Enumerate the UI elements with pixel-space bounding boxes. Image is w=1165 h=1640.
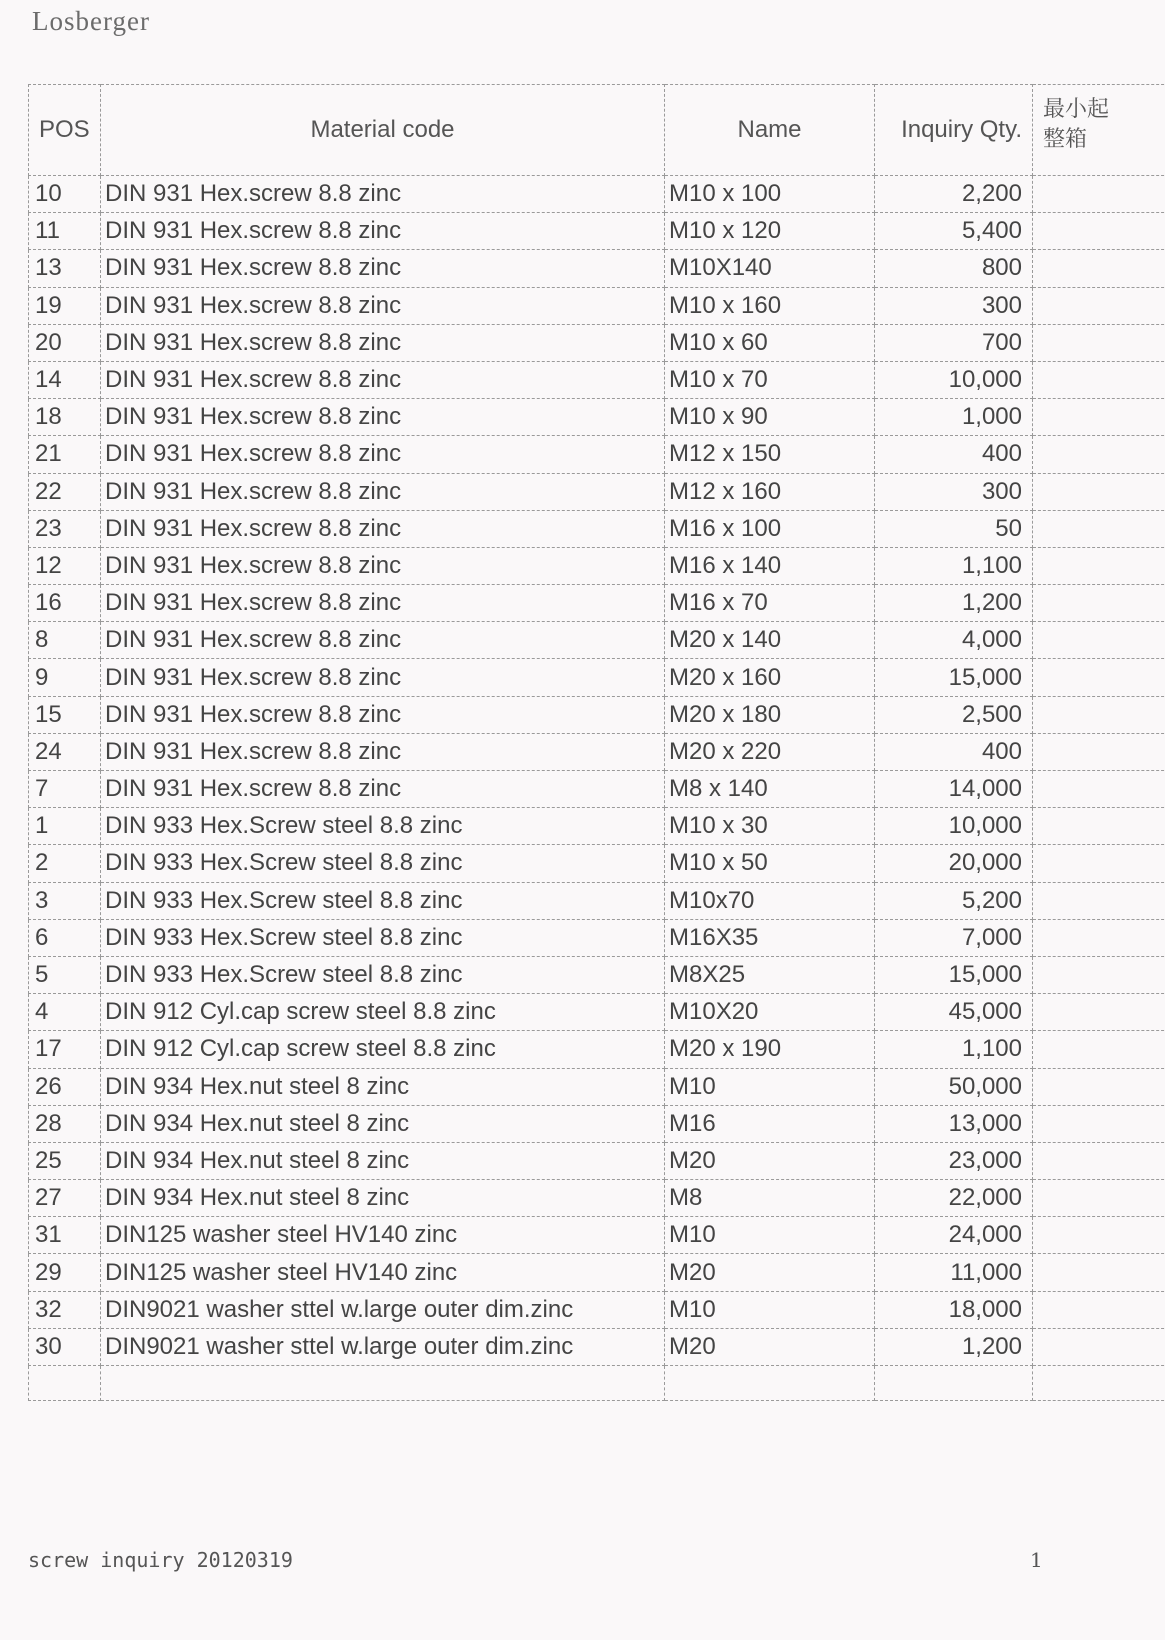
- table-row: [29, 1291, 1165, 1328]
- cell-name: M10 x 90: [665, 399, 875, 436]
- cell-material-code: DIN9021 washer sttel w.large outer dim.zinc: [101, 1291, 665, 1328]
- cell-empty: [101, 1366, 665, 1401]
- cell-inquiry-qty: 18,000: [875, 1291, 1033, 1328]
- cell-min-box: [1033, 659, 1165, 696]
- table-row: [29, 882, 1165, 919]
- cell-pos: 25: [29, 1142, 101, 1179]
- cell-material-code: DIN 933 Hex.Screw steel 8.8 zinc: [101, 808, 665, 845]
- cell-pos: 9: [29, 659, 101, 696]
- cell-min-box: [1033, 771, 1165, 808]
- table-row: [29, 1068, 1165, 1105]
- inquiry-table: [28, 84, 1165, 1401]
- cell-min-box: [1033, 1254, 1165, 1291]
- cell-min-box: [1033, 510, 1165, 547]
- cell-min-box: [1033, 919, 1165, 956]
- cell-inquiry-qty: 300: [875, 473, 1033, 510]
- cell-name: M16 x 140: [665, 547, 875, 584]
- cell-inquiry-qty: 15,000: [875, 956, 1033, 993]
- cell-material-code: DIN125 washer steel HV140 zinc: [101, 1254, 665, 1291]
- cell-pos: 8: [29, 622, 101, 659]
- cell-name: M10 x 60: [665, 324, 875, 361]
- cell-material-code: DIN 931 Hex.screw 8.8 zinc: [101, 213, 665, 250]
- company-name: Losberger: [32, 6, 150, 36]
- cell-material-code: DIN9021 washer sttel w.large outer dim.zinc: [101, 1328, 665, 1365]
- cell-name: M10: [665, 1068, 875, 1105]
- cell-name: M20: [665, 1328, 875, 1365]
- cell-inquiry-qty: 1,200: [875, 585, 1033, 622]
- table-row: [29, 361, 1165, 398]
- table-row-blank: [29, 1366, 1165, 1401]
- table-row: [29, 956, 1165, 993]
- cell-inquiry-qty: 1,000: [875, 399, 1033, 436]
- cell-pos: 32: [29, 1291, 101, 1328]
- cell-inquiry-qty: 15,000: [875, 659, 1033, 696]
- cell-pos: 14: [29, 361, 101, 398]
- cell-inquiry-qty: 4,000: [875, 622, 1033, 659]
- cell-name: M16X35: [665, 919, 875, 956]
- cell-min-box: [1033, 213, 1165, 250]
- cell-name: M16 x 70: [665, 585, 875, 622]
- cell-name: M8 x 140: [665, 771, 875, 808]
- cell-material-code: DIN 931 Hex.screw 8.8 zinc: [101, 399, 665, 436]
- cell-min-box: [1033, 176, 1165, 213]
- cell-material-code: DIN 931 Hex.screw 8.8 zinc: [101, 510, 665, 547]
- cell-inquiry-qty: 24,000: [875, 1217, 1033, 1254]
- cell-pos: 20: [29, 324, 101, 361]
- table-row: [29, 510, 1165, 547]
- cell-min-box: [1033, 473, 1165, 510]
- cell-name: M10 x 50: [665, 845, 875, 882]
- cell-inquiry-qty: 2,200: [875, 176, 1033, 213]
- cell-material-code: DIN 931 Hex.screw 8.8 zinc: [101, 733, 665, 770]
- cell-material-code: DIN 931 Hex.screw 8.8 zinc: [101, 287, 665, 324]
- cell-material-code: DIN 931 Hex.screw 8.8 zinc: [101, 659, 665, 696]
- table-row: [29, 771, 1165, 808]
- cell-pos: 28: [29, 1105, 101, 1142]
- cell-name: M12 x 150: [665, 436, 875, 473]
- cell-name: M20 x 140: [665, 622, 875, 659]
- cell-name: M16: [665, 1105, 875, 1142]
- cell-pos: 16: [29, 585, 101, 622]
- cell-pos: 5: [29, 956, 101, 993]
- cell-name: M10X20: [665, 994, 875, 1031]
- cell-min-box: [1033, 622, 1165, 659]
- cell-min-box: [1033, 361, 1165, 398]
- cell-inquiry-qty: 800: [875, 250, 1033, 287]
- cell-pos: 18: [29, 399, 101, 436]
- table-body: [29, 176, 1165, 1401]
- table-row: [29, 919, 1165, 956]
- cell-name: M20 x 160: [665, 659, 875, 696]
- cell-material-code: DIN 931 Hex.screw 8.8 zinc: [101, 622, 665, 659]
- cell-min-box: [1033, 585, 1165, 622]
- cell-inquiry-qty: 5,400: [875, 213, 1033, 250]
- cell-material-code: DIN 931 Hex.screw 8.8 zinc: [101, 250, 665, 287]
- cell-material-code: DIN 934 Hex.nut steel 8 zinc: [101, 1105, 665, 1142]
- cell-pos: 13: [29, 250, 101, 287]
- table-row: [29, 733, 1165, 770]
- cell-name: M10X140: [665, 250, 875, 287]
- cell-empty: [875, 1366, 1033, 1401]
- cell-material-code: DIN 931 Hex.screw 8.8 zinc: [101, 436, 665, 473]
- cell-material-code: DIN 933 Hex.Screw steel 8.8 zinc: [101, 919, 665, 956]
- cell-pos: 29: [29, 1254, 101, 1291]
- cell-material-code: DIN 933 Hex.Screw steel 8.8 zinc: [101, 956, 665, 993]
- cell-name: M20 x 180: [665, 696, 875, 733]
- cell-min-box: [1033, 436, 1165, 473]
- cell-inquiry-qty: 50,000: [875, 1068, 1033, 1105]
- header-material-code: Material code: [101, 85, 665, 176]
- cell-name: M10 x 120: [665, 213, 875, 250]
- table-row: [29, 176, 1165, 213]
- table-row: [29, 1217, 1165, 1254]
- cell-min-box: [1033, 1105, 1165, 1142]
- cell-pos: 24: [29, 733, 101, 770]
- cell-material-code: DIN 931 Hex.screw 8.8 zinc: [101, 585, 665, 622]
- cell-min-box: [1033, 733, 1165, 770]
- cell-pos: 22: [29, 473, 101, 510]
- cell-inquiry-qty: 300: [875, 287, 1033, 324]
- cell-min-box: [1033, 250, 1165, 287]
- cell-material-code: DIN 912 Cyl.cap screw steel 8.8 zinc: [101, 1031, 665, 1068]
- table-row: [29, 324, 1165, 361]
- cell-pos: 1: [29, 808, 101, 845]
- cell-name: M20: [665, 1142, 875, 1179]
- cell-pos: 23: [29, 510, 101, 547]
- cell-inquiry-qty: 1,200: [875, 1328, 1033, 1365]
- cell-inquiry-qty: 2,500: [875, 696, 1033, 733]
- table-row: [29, 808, 1165, 845]
- table-row: [29, 1328, 1165, 1365]
- cell-material-code: DIN 931 Hex.screw 8.8 zinc: [101, 771, 665, 808]
- cell-inquiry-qty: 22,000: [875, 1180, 1033, 1217]
- cell-inquiry-qty: 1,100: [875, 1031, 1033, 1068]
- cell-pos: 6: [29, 919, 101, 956]
- cell-empty: [1033, 1366, 1165, 1401]
- cell-material-code: DIN 931 Hex.screw 8.8 zinc: [101, 696, 665, 733]
- table-row: [29, 585, 1165, 622]
- cell-material-code: DIN 912 Cyl.cap screw steel 8.8 zinc: [101, 994, 665, 1031]
- cell-name: M10 x 70: [665, 361, 875, 398]
- cell-name: M10x70: [665, 882, 875, 919]
- cell-inquiry-qty: 5,200: [875, 882, 1033, 919]
- cell-inquiry-qty: 400: [875, 733, 1033, 770]
- cell-material-code: DIN 931 Hex.screw 8.8 zinc: [101, 473, 665, 510]
- cell-material-code: DIN 934 Hex.nut steel 8 zinc: [101, 1068, 665, 1105]
- cell-pos: 7: [29, 771, 101, 808]
- cell-inquiry-qty: 700: [875, 324, 1033, 361]
- cell-min-box: [1033, 994, 1165, 1031]
- cell-pos: 27: [29, 1180, 101, 1217]
- cell-pos: 26: [29, 1068, 101, 1105]
- cell-name: M10: [665, 1217, 875, 1254]
- table-row: [29, 213, 1165, 250]
- cell-name: M20 x 190: [665, 1031, 875, 1068]
- header-min-box: 最小起 整箱: [1033, 85, 1165, 176]
- cell-min-box: [1033, 399, 1165, 436]
- cell-pos: 10: [29, 176, 101, 213]
- cell-material-code: DIN 933 Hex.Screw steel 8.8 zinc: [101, 882, 665, 919]
- cell-min-box: [1033, 1328, 1165, 1365]
- cell-name: M16 x 100: [665, 510, 875, 547]
- cell-name: M10: [665, 1291, 875, 1328]
- table-row: [29, 845, 1165, 882]
- cell-empty: [665, 1366, 875, 1401]
- cell-min-box: [1033, 956, 1165, 993]
- cell-pos: 11: [29, 213, 101, 250]
- cell-inquiry-qty: 7,000: [875, 919, 1033, 956]
- cell-inquiry-qty: 400: [875, 436, 1033, 473]
- table-row: [29, 1180, 1165, 1217]
- cell-min-box: [1033, 547, 1165, 584]
- header-pos: POS: [29, 85, 101, 176]
- cell-name: M20: [665, 1254, 875, 1291]
- table-row: [29, 696, 1165, 733]
- table-row: [29, 1142, 1165, 1179]
- table-row: [29, 547, 1165, 584]
- cell-min-box: [1033, 324, 1165, 361]
- cell-min-box: [1033, 1291, 1165, 1328]
- cell-name: M10 x 30: [665, 808, 875, 845]
- table-row: [29, 287, 1165, 324]
- cell-pos: 21: [29, 436, 101, 473]
- cell-inquiry-qty: 10,000: [875, 361, 1033, 398]
- table-row: [29, 994, 1165, 1031]
- cell-material-code: DIN 931 Hex.screw 8.8 zinc: [101, 547, 665, 584]
- cell-inquiry-qty: 50: [875, 510, 1033, 547]
- cell-name: M8: [665, 1180, 875, 1217]
- table-row: [29, 1105, 1165, 1142]
- cell-inquiry-qty: 1,100: [875, 547, 1033, 584]
- cell-pos: 30: [29, 1328, 101, 1365]
- cell-material-code: DIN 931 Hex.screw 8.8 zinc: [101, 176, 665, 213]
- cell-min-box: [1033, 1142, 1165, 1179]
- table-header-row: [29, 85, 1165, 176]
- cell-pos: 31: [29, 1217, 101, 1254]
- cell-pos: 15: [29, 696, 101, 733]
- cell-inquiry-qty: 10,000: [875, 808, 1033, 845]
- table-row: [29, 250, 1165, 287]
- cell-name: M12 x 160: [665, 473, 875, 510]
- cell-pos: 4: [29, 994, 101, 1031]
- table-row: [29, 1031, 1165, 1068]
- cell-min-box: [1033, 882, 1165, 919]
- table-row: [29, 399, 1165, 436]
- table-row: [29, 473, 1165, 510]
- cell-inquiry-qty: 20,000: [875, 845, 1033, 882]
- cell-name: M8X25: [665, 956, 875, 993]
- cell-min-box: [1033, 1180, 1165, 1217]
- cell-inquiry-qty: 14,000: [875, 771, 1033, 808]
- cell-material-code: DIN 931 Hex.screw 8.8 zinc: [101, 324, 665, 361]
- table-row: [29, 1254, 1165, 1291]
- cell-min-box: [1033, 808, 1165, 845]
- table-row: [29, 622, 1165, 659]
- cell-pos: 12: [29, 547, 101, 584]
- footer-doc-label: screw inquiry 20120319: [28, 1548, 293, 1572]
- table-row: [29, 436, 1165, 473]
- cell-name: M10 x 160: [665, 287, 875, 324]
- cell-pos: 2: [29, 845, 101, 882]
- footer-page-number: 1: [1030, 1548, 1043, 1572]
- cell-pos: 19: [29, 287, 101, 324]
- cell-inquiry-qty: 23,000: [875, 1142, 1033, 1179]
- cell-name: M10 x 100: [665, 176, 875, 213]
- cell-name: M20 x 220: [665, 733, 875, 770]
- cell-min-box: [1033, 1068, 1165, 1105]
- cell-pos: 17: [29, 1031, 101, 1068]
- cell-material-code: DIN 931 Hex.screw 8.8 zinc: [101, 361, 665, 398]
- cell-inquiry-qty: 11,000: [875, 1254, 1033, 1291]
- cell-min-box: [1033, 1217, 1165, 1254]
- cell-min-box: [1033, 845, 1165, 882]
- cell-material-code: DIN 934 Hex.nut steel 8 zinc: [101, 1142, 665, 1179]
- header-inquiry-qty: Inquiry Qty.: [875, 85, 1033, 176]
- cell-material-code: DIN125 washer steel HV140 zinc: [101, 1217, 665, 1254]
- cell-material-code: DIN 934 Hex.nut steel 8 zinc: [101, 1180, 665, 1217]
- cell-pos: 3: [29, 882, 101, 919]
- header-name: Name: [665, 85, 875, 176]
- cell-min-box: [1033, 696, 1165, 733]
- table-row: [29, 659, 1165, 696]
- cell-material-code: DIN 933 Hex.Screw steel 8.8 zinc: [101, 845, 665, 882]
- cell-min-box: [1033, 1031, 1165, 1068]
- cell-min-box: [1033, 287, 1165, 324]
- cell-inquiry-qty: 45,000: [875, 994, 1033, 1031]
- cell-empty: [29, 1366, 101, 1401]
- cell-inquiry-qty: 13,000: [875, 1105, 1033, 1142]
